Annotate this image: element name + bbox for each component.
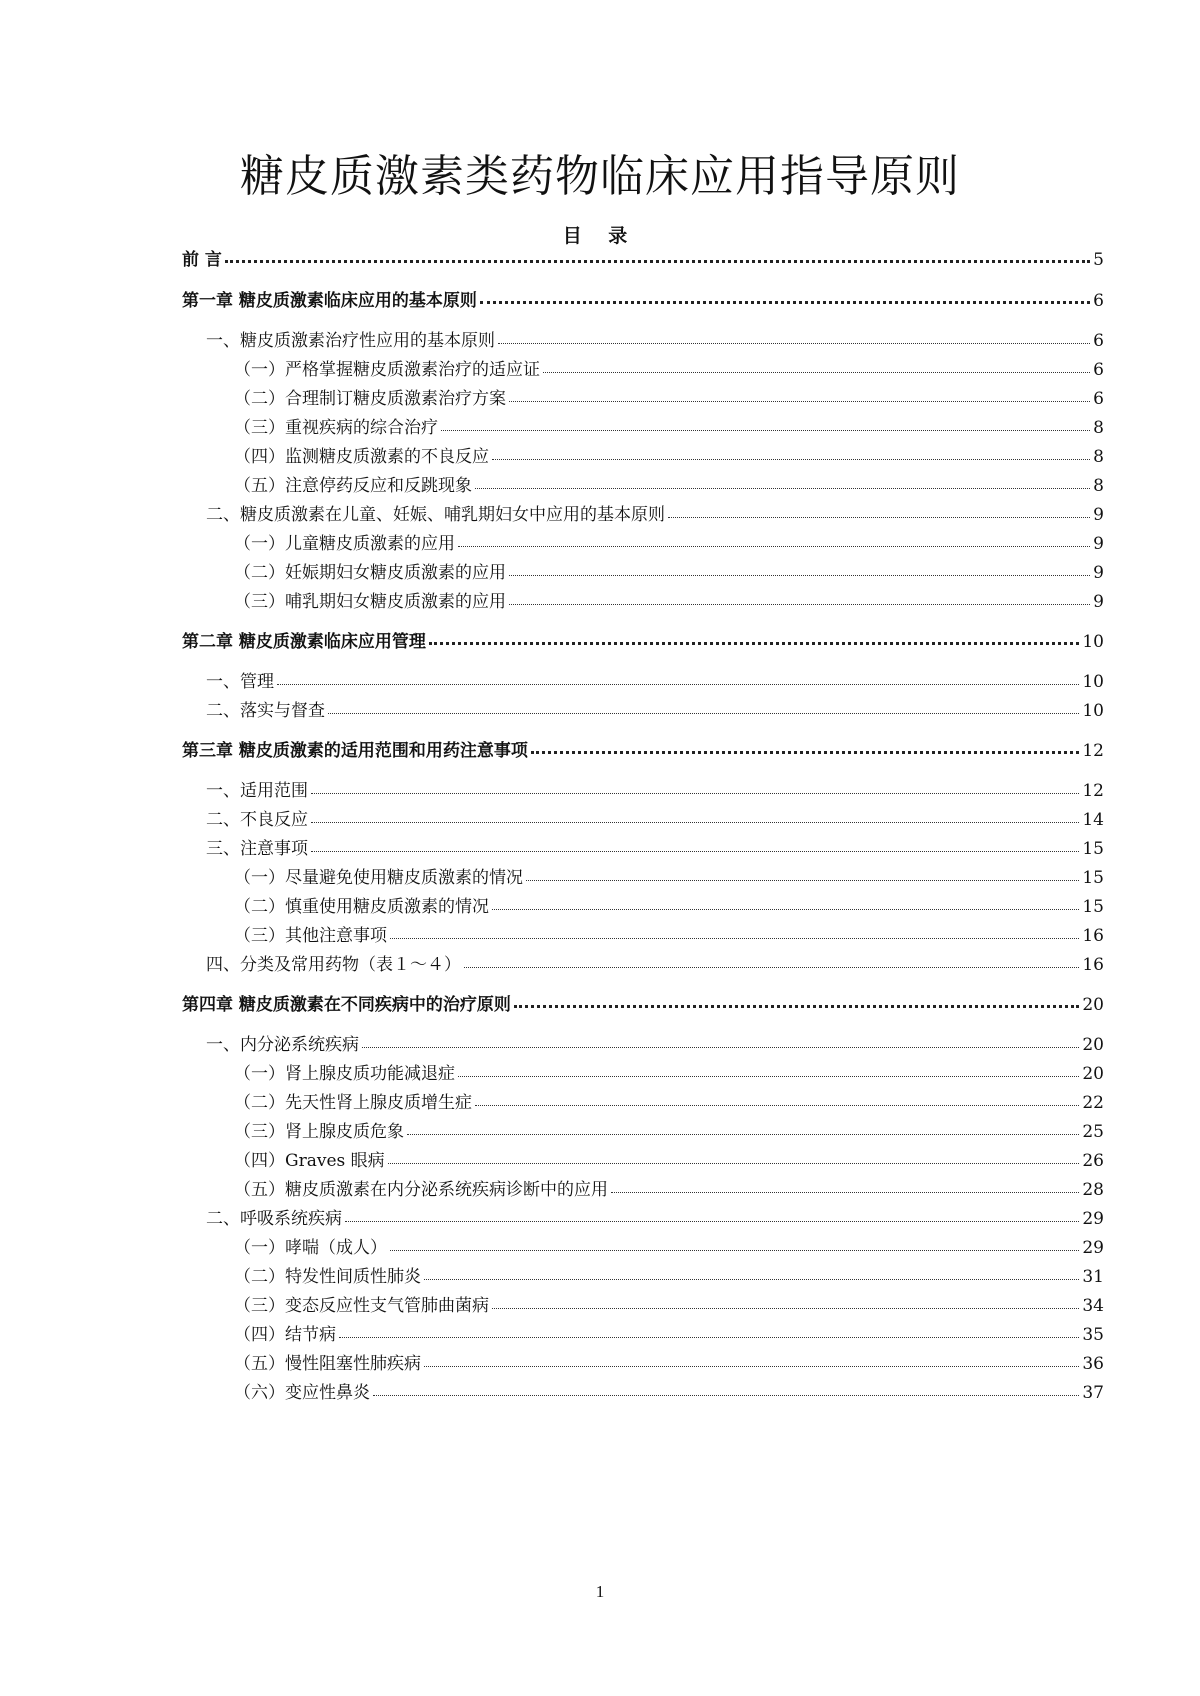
toc-entry-page: 20 [1082,1035,1104,1055]
document-title: 糖皮质激素类药物临床应用指导原则 [240,151,960,202]
toc-entry-label: （三）哺乳期妇女糖皮质激素的应用 [234,592,506,612]
toc-entry-label: （三）变态反应性支气管肺曲菌病 [234,1296,489,1316]
toc-subsection-entry[interactable] [234,895,1104,919]
toc-heading: 目 录 [562,225,638,247]
toc-subsection-entry[interactable] [234,1120,1104,1144]
toc-subsection-entry[interactable] [234,924,1104,948]
toc-entry-label: 一、管理 [206,672,274,692]
toc-dot-leader [498,343,1090,344]
toc-section-entry[interactable] [206,1207,1104,1231]
toc-section-entry[interactable] [206,837,1104,861]
toc-dot-leader [492,1308,1079,1309]
toc-entry-label: （一）儿童糖皮质激素的应用 [234,534,455,554]
toc-entry-label: 一、内分泌系统疾病 [206,1035,359,1055]
toc-subsection-entry[interactable] [234,1149,1104,1173]
toc-subsection-entry[interactable] [234,1062,1104,1086]
toc-dot-leader [373,1395,1079,1396]
toc-dot-leader [480,301,1090,304]
toc-entry-label: 第四章 糖皮质激素在不同疾病中的治疗原则 [182,995,511,1015]
toc-subsection-entry[interactable] [234,1091,1104,1115]
toc-dot-leader [509,401,1090,402]
toc-entry-page: 12 [1082,741,1104,761]
toc-subsection-entry[interactable] [234,387,1104,411]
toc-entry-label: （二）先天性肾上腺皮质增生症 [234,1093,472,1113]
toc-subsection-entry[interactable] [234,1352,1104,1376]
toc-dot-leader [311,822,1079,823]
toc-section-entry[interactable] [206,953,1104,977]
toc-entry-page: 20 [1082,1064,1104,1084]
toc-entry-label: （四）Graves 眼病 [234,1151,385,1171]
toc-entry-label: （一）严格掌握糖皮质激素治疗的适应证 [234,360,540,380]
toc-entry-label: （三）其他注意事项 [234,926,387,946]
toc-dot-leader [441,430,1090,431]
toc-entry-page: 6 [1093,360,1104,380]
toc-entry-page: 16 [1082,955,1104,975]
toc-dot-leader [424,1366,1079,1367]
toc-dot-leader [388,1163,1080,1164]
toc-subsection-entry[interactable] [234,561,1104,585]
toc-section-entry[interactable] [206,1033,1104,1057]
toc-dot-leader [514,1005,1079,1008]
toc-dot-leader [407,1134,1079,1135]
toc-entry-page: 14 [1082,810,1104,830]
toc-entry-label: 三、注意事项 [206,839,308,859]
toc-dot-leader [362,1047,1079,1048]
toc-dot-leader [475,1105,1079,1106]
toc-entry-label: 第三章 糖皮质激素的适用范围和用药注意事项 [182,741,528,761]
toc-entry-page: 8 [1093,447,1104,467]
toc-entry-label: （六）变应性鼻炎 [234,1383,370,1403]
toc-entry-label: 一、适用范围 [206,781,308,801]
toc-entry-page: 6 [1093,331,1104,351]
toc-subsection-entry[interactable] [234,590,1104,614]
toc-dot-leader [531,751,1079,754]
toc-section-entry[interactable] [206,779,1104,803]
toc-dot-leader [458,1076,1079,1077]
toc-entry-page: 20 [1082,995,1104,1015]
toc-entry-page: 36 [1082,1354,1104,1374]
toc-dot-leader [543,372,1090,373]
toc-entry-label: 前 言 [182,250,222,270]
toc-entry-page: 9 [1093,592,1104,612]
toc-dot-leader [311,851,1079,852]
toc-entry-page: 6 [1093,291,1104,311]
toc-section-entry[interactable] [206,699,1104,723]
toc-chapter-entry[interactable] [182,248,1104,272]
toc-subsection-entry[interactable] [234,358,1104,382]
toc-entry-page: 8 [1093,476,1104,496]
toc-dot-leader [526,880,1079,881]
toc-entry-label: （二）特发性间质性肺炎 [234,1267,421,1287]
toc-entry-label: 二、呼吸系统疾病 [206,1209,342,1229]
page-number: 1 [595,1582,605,1601]
toc-entry-page: 10 [1082,632,1104,652]
toc-entry-page: 34 [1082,1296,1104,1316]
toc-dot-leader [424,1279,1079,1280]
toc-subsection-entry[interactable] [234,1323,1104,1347]
toc-entry-label: （四）监测糖皮质激素的不良反应 [234,447,489,467]
toc-subsection-entry[interactable] [234,416,1104,440]
toc-entry-label: （一）尽量避免使用糖皮质激素的情况 [234,868,523,888]
toc-entry-page: 28 [1082,1180,1104,1200]
toc-entry-page: 29 [1082,1209,1104,1229]
toc-entry-label: 二、落实与督查 [206,701,325,721]
toc-subsection-entry[interactable] [234,445,1104,469]
toc-entry-label: （三）重视疾病的综合治疗 [234,418,438,438]
toc-entry-label: （五）糖皮质激素在内分泌系统疾病诊断中的应用 [234,1180,608,1200]
toc-entry-label: （五）慢性阻塞性肺疾病 [234,1354,421,1374]
toc-section-entry[interactable] [206,503,1104,527]
toc-entry-label: （二）慎重使用糖皮质激素的情况 [234,897,489,917]
toc-dot-leader [492,909,1079,910]
toc-section-entry[interactable] [206,329,1104,353]
toc-dot-leader [475,488,1090,489]
toc-entry-label: （一）哮喘（成人） [234,1238,387,1258]
toc-entry-page: 22 [1082,1093,1104,1113]
toc-subsection-entry[interactable] [234,1294,1104,1318]
toc-subsection-entry[interactable] [234,474,1104,498]
toc-dot-leader [339,1337,1079,1338]
toc-entry-page: 6 [1093,389,1104,409]
toc-entry-label: （四）结节病 [234,1325,336,1345]
toc-entry-page: 10 [1082,701,1104,721]
toc-dot-leader [311,793,1079,794]
toc-entry-page: 35 [1082,1325,1104,1345]
toc-subsection-entry[interactable] [234,1265,1104,1289]
toc-entry-page: 26 [1082,1151,1104,1171]
toc-entry-page: 15 [1082,897,1104,917]
toc-chapter-entry[interactable] [182,289,1104,313]
toc-entry-label: 一、糖皮质激素治疗性应用的基本原则 [206,331,495,351]
toc-dot-leader [277,684,1079,685]
toc-entry-page: 5 [1093,250,1104,270]
toc-entry-label: 二、糖皮质激素在儿童、妊娠、哺乳期妇女中应用的基本原则 [206,505,665,525]
toc-entry-page: 8 [1093,418,1104,438]
toc-subsection-entry[interactable] [234,866,1104,890]
toc-dot-leader [492,459,1090,460]
toc-entry-page: 25 [1082,1122,1104,1142]
toc-entry-label: 第二章 糖皮质激素临床应用管理 [182,632,426,652]
toc-entry-page: 9 [1093,505,1104,525]
toc-subsection-entry[interactable] [234,1236,1104,1260]
toc-entry-label: 四、分类及常用药物（表１～４） [206,955,461,975]
toc-dot-leader [464,967,1079,968]
toc-entry-label: （二）合理制订糖皮质激素治疗方案 [234,389,506,409]
toc-dot-leader [345,1221,1079,1222]
toc-entry-label: （三）肾上腺皮质危象 [234,1122,404,1142]
toc-entry-page: 16 [1082,926,1104,946]
toc-entry-page: 37 [1082,1383,1104,1403]
toc-entry-label: 第一章 糖皮质激素临床应用的基本原则 [182,291,477,311]
toc-entry-page: 31 [1082,1267,1104,1287]
toc-dot-leader [509,575,1090,576]
toc-entry-page: 10 [1082,672,1104,692]
toc-section-entry[interactable] [206,808,1104,832]
toc-chapter-entry[interactable] [182,739,1104,763]
toc-subsection-entry[interactable] [234,1178,1104,1202]
toc-entry-page: 9 [1093,563,1104,583]
toc-entry-page: 15 [1082,839,1104,859]
toc-dot-leader [509,604,1090,605]
toc-entry-page: 15 [1082,868,1104,888]
toc-dot-leader [429,642,1079,645]
toc-dot-leader [458,546,1090,547]
toc-subsection-entry[interactable] [234,1381,1104,1405]
toc-entry-label: 二、不良反应 [206,810,308,830]
toc-dot-leader [390,1250,1079,1251]
toc-entry-page: 29 [1082,1238,1104,1258]
toc-chapter-entry[interactable] [182,993,1104,1017]
toc-entry-page: 9 [1093,534,1104,554]
toc-entry-label: （二）妊娠期妇女糖皮质激素的应用 [234,563,506,583]
toc-chapter-entry[interactable] [182,630,1104,654]
toc-dot-leader [390,938,1079,939]
toc-entry-label: （五）注意停药反应和反跳现象 [234,476,472,496]
toc-dot-leader [668,517,1090,518]
toc-section-entry[interactable] [206,670,1104,694]
toc-subsection-entry[interactable] [234,532,1104,556]
toc-dot-leader [611,1192,1079,1193]
toc-dot-leader [328,713,1079,714]
toc-entry-page: 12 [1082,781,1104,801]
toc-dot-leader [225,260,1090,263]
toc-entry-label: （一）肾上腺皮质功能减退症 [234,1064,455,1084]
